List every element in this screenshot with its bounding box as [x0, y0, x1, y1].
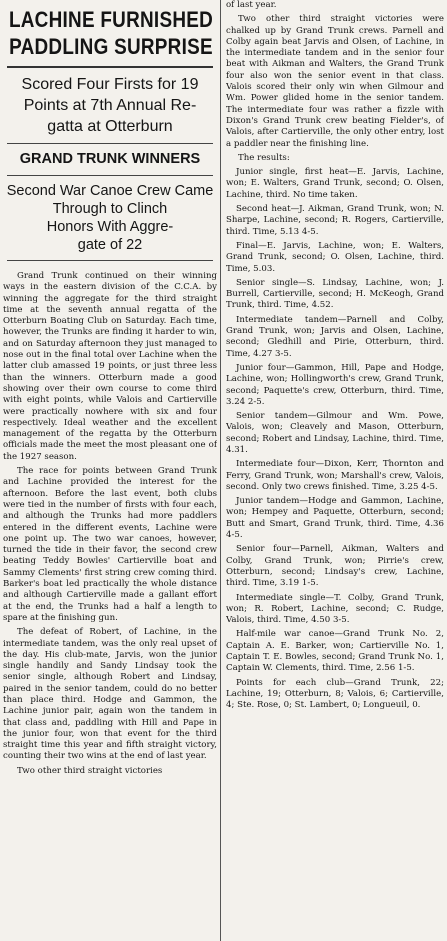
deck-line-1: Second War Canoe Crew Came	[6, 183, 214, 199]
result-entry: Intermediate tandem—Parnell and Colby, Grand Trunk, won; Jarvis and Olsen, Lachine, second; Gledhill and Pirie, Otterburn, third. Time, 4.27 3-5.	[226, 314, 444, 359]
result-entry: Junior four—Gammon, Hill, Pape and Hodge, Lachine, won; Hollingworth's crew, Grand Trunk, second; Paquette's crew, Otterburn, third. Time, 3.24 2-5.	[226, 362, 444, 407]
article-paragraph: The defeat of Robert, of Lachine, in the intermediate tandem, was the only real upset of the day. His club-mate, Jarvis, won the junior single handily and Sandy Lindsay took the senior single, although Robert and Lindsay, paired in the senior tandem, could do no better than place third. Hodge and Gammon, the Lachine junior pair, again won the tandem in that class and, paddling with Hill and Pape in the junior four, won that event for the third straight time this year and fifth straight victory, counting their two wins at the end of last year.	[3, 627, 217, 762]
headline	[7, 6, 215, 60]
article-paragraph: Two other third straight victories were chalked up by Grand Trunk crews. Parnell and Colby again beat Jarvis and Olsen, of Lachine, in the intermediate tandem and in the senior four beat with Aikman and Walters, the Grand Trunk four also won the senior event in that class. Valois scored their only win when Gilmour and Wm. Power glided home in the senior tandem. The intermediate four was rather a fizzle with Dixon's Grand Trunk crew beating Fielder's, of Valois, after Cartierville, the only other entry, lost a paddler near the finishing line.	[226, 14, 444, 149]
result-entry: Intermediate single—T. Colby, Grand Trunk, won; R. Robert, Lachine, second; C. Rudge, Valois, third. Time, 4.50 3-5.	[226, 592, 444, 626]
subhead-line-1: Scored Four Firsts for 19	[21, 76, 199, 93]
article-paragraph: The race for points between Grand Trunk and Lachine provided the interest for the afternoon. Before the last event, both clubs were tied in the number of firsts with four each, and although the Trunks had more paddlers entered in the different events, Lachine were one point up. The two war canoes, however, turned the tide in their favor, the second crew beating Teddy Bowles' Cartierville boat and Sammy Clements' first string crew coming third. Barker's boat led practically the whole distance and although Cartierville made a gallant effort at the end, the Trunks had a half a length to spare at the finishing gun.	[3, 466, 217, 623]
results-heading: The results:	[238, 152, 290, 163]
deck-line-3: Honors With Aggre-	[46, 219, 174, 235]
headline-line-1: LACHINE FURNISHED	[8, 7, 214, 32]
points-summary: Points for each club—Grand Trunk, 22; Lachine, 19; Otterburn, 8; Valois, 6; Cartierville, 4; Ste. Rose, 0; St. Lambert, 0; Longueuil, 0.	[226, 677, 444, 711]
article-body	[3, 271, 217, 777]
result-entry: Senior four—Parnell, Aikman, Walters and Colby, Grand Trunk, won; Pirrie's crew, Otterburn, second; Lindsay's crew, Lachine, third. Time, 3.19 1-5.	[226, 544, 444, 589]
headline-line-2: PADDLING SURPRISE	[9, 34, 213, 59]
result-entry: Half-mile war canoe—Grand Trunk No. 2, Captain A. E. Barker, won; Cartierville No. 1, Captain T. E. Bowles, second; Grand Trunk No. 1, Captain W. Clements, third. Time, 2.56 1-5.	[226, 629, 444, 674]
subhead	[5, 74, 215, 137]
divider	[7, 66, 213, 68]
subhead-line-3: gatta at Otterburn	[47, 118, 173, 135]
left-column	[3, 0, 217, 941]
result-entry: Senior single—S. Lindsay, Lachine, won; J. Burrell, Cartierville, second; H. McKeogh, Grand Trunk, third. Time, 4.52.	[226, 277, 444, 311]
result-entry: Junior single, first heat—E. Jarvis, Lachine, won; E. Walters, Grand Trunk, second; O. Olsen, Lachine, third. No time taken.	[226, 167, 444, 200]
article-paragraph: Two other third straight victories	[17, 765, 163, 776]
divider	[7, 260, 213, 261]
divider	[7, 175, 213, 176]
deck-line-4: gate of 22	[77, 237, 143, 253]
article-continuation	[226, 0, 444, 712]
result-entry: Senior tandem—Gilmour and Wm. Powe, Valois, won; Cleavely and Mason, Otterburn, second; Robert and Lindsay, Lachine, third. Time, 4.31.	[226, 411, 444, 455]
divider	[7, 143, 213, 144]
deck-line-2: Through to Clinch	[52, 201, 168, 217]
deck	[5, 182, 215, 254]
result-entry: Intermediate four—Dixon, Kerr, Thornton and Ferry, Grand Trunk, won; Marshall's crew, Valois, second. Only two crews finished. Time, 3.25 4-5.	[226, 459, 444, 492]
result-entry: Junior tandem—Hodge and Gammon, Lachine, won; Hempey and Paquette, Otterburn, second; Butt and Smart, Grand Trunk, third. Time, 4.36 4-5.	[226, 496, 444, 541]
subhead-line-2: Points at 7th Annual Re-	[23, 97, 197, 114]
column-rule	[220, 0, 221, 941]
result-entry: Final—E. Jarvis, Lachine, won; E. Walters, Grand Trunk, second; O. Olsen, Lachine, third. Time, 5.03.	[226, 240, 444, 274]
article-paragraph: Grand Trunk continued on their winning ways in the eastern division of the C.C.A. by winning the aggregate for the third straight time at the seventh annual regatta of the Otterburn Boating Club on Saturday. Each time, however, the Trunks are finding it harder to win, and on Saturday afternoon they just managed to nose out in the final total over Lachine when the latter club amassed 19 points, or just three less than the winners. Otterburn made a good showing over their own course to come third with eight points, while Valois and Cartierville were practically nowhere with six and four respectively. Ideal weather and the excellent management of the regatta by the Otterburn officials made the meet the most pleasant one of the 1927 season.	[3, 271, 217, 462]
crosshead: GRAND TRUNK WINNERS	[19, 151, 201, 167]
result-entry: Second heat—J. Aikman, Grand Trunk, won; N. Sharpe, Lachine, second; R. Rogers, Cartierville, third. Time, 5.13 4-5.	[226, 204, 444, 237]
continued-line: of last year.	[226, 0, 277, 10]
right-column	[226, 0, 444, 941]
